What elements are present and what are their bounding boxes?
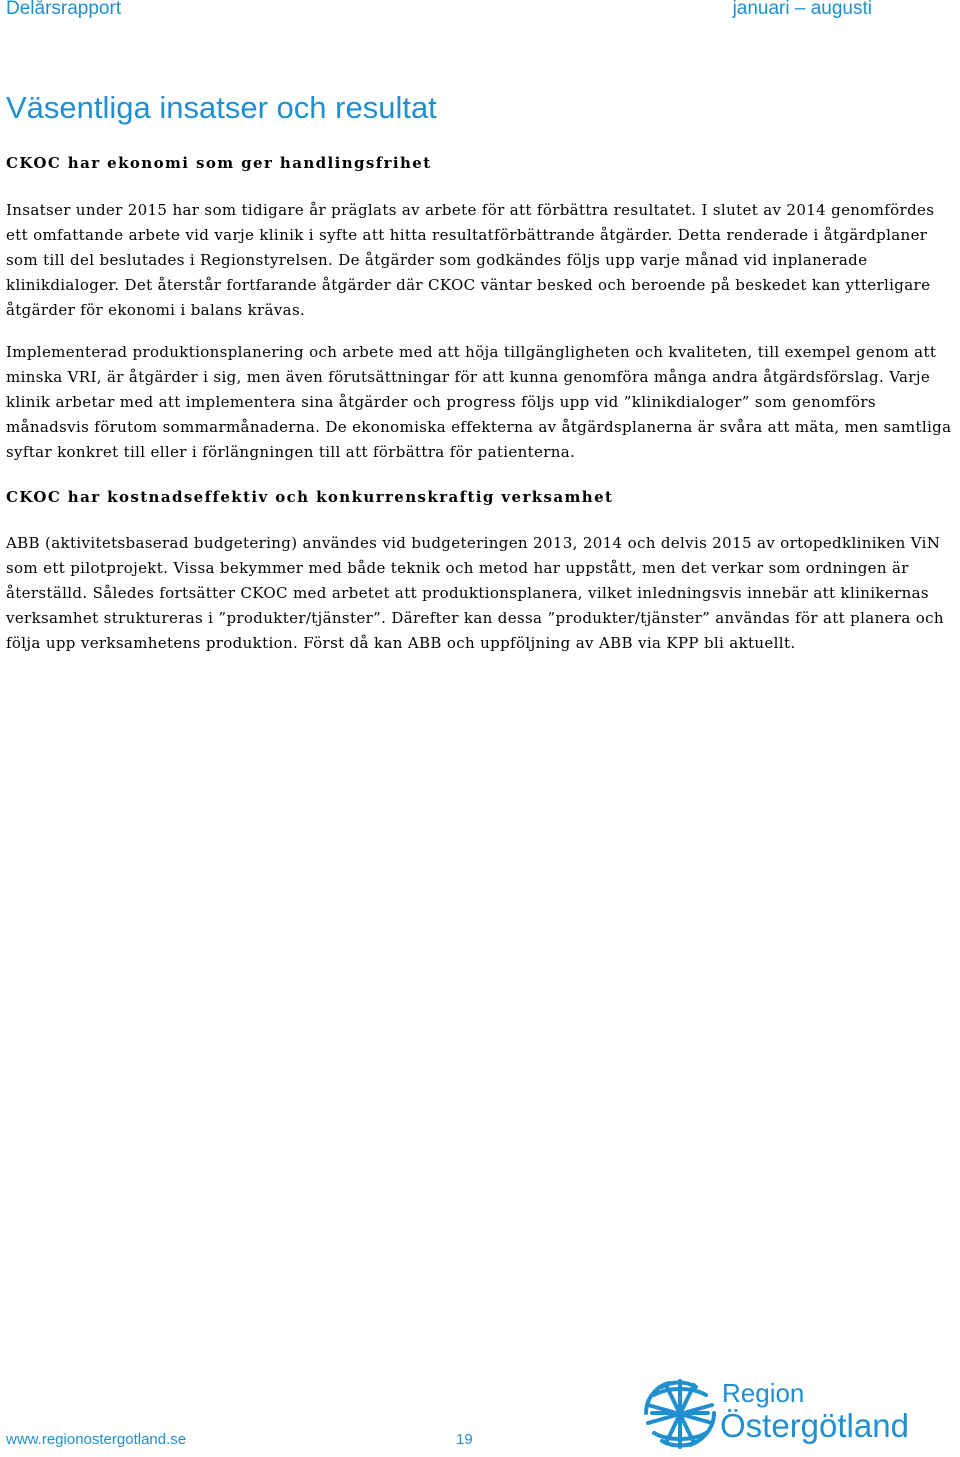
- logo-text-ostergotland: Östergötland: [720, 1407, 909, 1444]
- region-logo: [642, 1377, 932, 1451]
- logo-text-region: Region: [722, 1378, 805, 1408]
- subheading-ekonomi: CKOC har ekonomi som ger handlingsfrihet: [6, 154, 432, 172]
- report-body: [6, 151, 958, 656]
- paragraph-produktionsplanering: Implementerad produktionsplanering och arbete med att höja tillgängligheten och kvaliteten, till exempel genom att minska VRI, är åtgärder i sig, men även förutsättningar för att kunna genomföra många andra åtgärdsförslag. Varje klinik arbetar med att implementera sina åtgärder och progress följs upp vid ”klinikdialoger” som genomförs månadsvis förutom sommarmånaderna. De ekonomiska effekterna av åtgärdsplanerna är svåra att mäta, men samtliga syftar konkret till eller i förlängningen till att förbättra för patienterna.: [6, 343, 952, 461]
- subheading-kostnadseffektiv: CKOC har kostnadseffektiv och konkurrenskraftig verksamhet: [6, 488, 614, 506]
- paragraph-insatser: Insatser under 2015 har som tidigare år präglats av arbete för att förbättra resultatet. I slutet av 2014 genomfördes ett omfattande arbete vid varje klinik i syfte att hitta resultatförbättrande åtgärder. Detta renderade i åtgärdplaner som till del beslutades i Regionstyrelsen. De åtgärder som godkändes följs upp varje månad vid inplanerade klinikdialoger. Det återstår fortfarande åtgärder där CKOC väntar besked och beroende på beskedet kan ytterligare åtgärder för ekonomi i balans krävas.: [6, 201, 935, 319]
- section-title: Väsentliga insatser och resultat: [6, 90, 437, 125]
- region-star-icon: [642, 1377, 718, 1451]
- header-report-name: Delårsrapport: [6, 0, 122, 19]
- footer-website-link[interactable]: www.regionostergotland.se: [6, 1431, 187, 1448]
- page-number: 19: [456, 1431, 473, 1448]
- header-period: januari – augusti: [732, 0, 872, 19]
- paragraph-abb: ABB (aktivitetsbaserad budgetering) användes vid budgeteringen 2013, 2014 och delvis 2015 av ortopedkliniken ViN som ett pilotprojekt. Vissa bekymmer med både teknik och metod har uppstått, men det verkar som ordningen är återställd. Således fortsätter CKOC med arbetet att produktionsplanera, vilket inledningsvis innebär att klinikernas verksamhet struktureras i ”produkter/tjänster”. Därefter kan dessa ”produkter/tjänster” användas för att planera och följa upp verksamhetens produktion. Först då kan ABB och uppföljning av ABB via KPP bli aktuellt.: [6, 534, 944, 652]
